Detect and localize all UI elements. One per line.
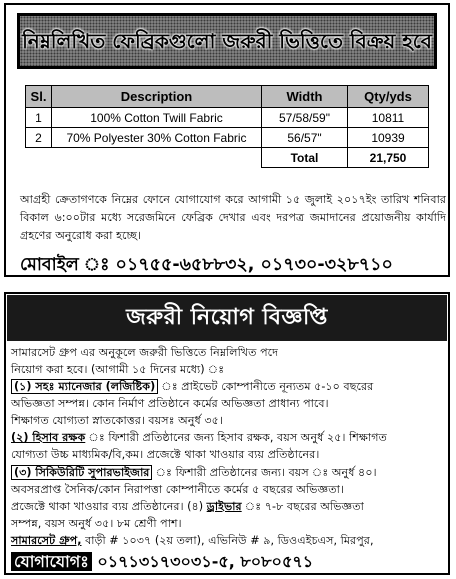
contact-numbers: ০১৭১৩১৭৩০৩১-৫, ৮০৮০৫৭১ bbox=[91, 552, 314, 571]
col-sl: Sl. bbox=[26, 86, 52, 108]
col-width: Width bbox=[262, 86, 348, 108]
row-width: 57/58/59" bbox=[262, 108, 348, 128]
job-vacancy-banner bbox=[7, 295, 447, 341]
post-3-line-2: অবসরপ্রাপ্ত সৈনিক/কোন নিরাপত্তা কোম্পানীতে কর্মের ৫ বছরের অভিজ্ঞতা। bbox=[11, 483, 344, 496]
post-2-line-1: (২) হিসাব রক্ষক ঃ ফিশারী প্রতিষ্ঠানের জন্য হিসাব রক্ষক, বয়স অনুর্ধ ২৫। শিক্ষাগত bbox=[11, 431, 387, 444]
post-3-title: (৩) সিকিউরিটি সুপারভাইজার bbox=[11, 465, 152, 480]
post-2-title: (২) হিসাব রক্ষক bbox=[11, 431, 86, 444]
fabric-sale-phone: মোবাইল ঃ ০১৭৫৫-৬৫৮৮৩২, ০১৭৩০-৩২৮৭১০ bbox=[20, 255, 393, 275]
fabric-sale-banner bbox=[17, 13, 437, 69]
table-row bbox=[26, 108, 429, 128]
row-qty: 10939 bbox=[348, 128, 429, 148]
row-description: 100% Cotton Twill Fabric bbox=[52, 108, 262, 128]
table-header-row bbox=[26, 86, 429, 108]
intro-line-2: নিয়োগ করা হবে। (আগামী ১৫ দিনের মধ্যে) ঃ bbox=[11, 363, 225, 376]
row-sl: 2 bbox=[26, 128, 52, 148]
post-1-title: (১) সহঃ ম্যানেজার (লজিষ্টিক) bbox=[11, 379, 158, 394]
total-value: 21,750 bbox=[348, 148, 429, 168]
post-3-line-1: (৩) সিকিউরিটি সুপারভাইজার ঃ ফিশারী প্রতিষ্ঠানের জন্য। বয়স ঃ অনুর্ধ ৪০। bbox=[11, 464, 377, 481]
fabric-sale-ad bbox=[4, 3, 450, 277]
fabric-table bbox=[25, 85, 429, 168]
post-2-line-2: যোগ্যতা উচ্চ মাধ্যমিক/বি,কম। প্রজেক্টে থাকা খাওয়ার ব্যয় প্রতিষ্ঠানের। bbox=[11, 448, 320, 461]
contact-label: যোগাযোগঃ bbox=[11, 552, 92, 571]
post-3-line-3: প্রজেক্টে থাকা খাওয়ার ব্যয় প্রতিষ্ঠানের। (৪) ড্রাইভার ঃ ৭-৮ বছরের অভিজ্ঞতা bbox=[11, 500, 364, 513]
post-1-line-3: শিক্ষাগত যোগ্যতা স্নাতকোত্তর। বয়সঃ অনুর্ধ ৩৫। bbox=[11, 414, 223, 427]
contact-line bbox=[11, 552, 313, 572]
fabric-sale-instructions: আগ্রহী ক্রেতাগণকে নিম্নের ফোনে যোগাযোগ করে আগামী ১৫ জুলাই ২০১৭ইং তারিখ শনিবার বিকাল ৬:০০টার মধ্যে সরেজমিনে ফেব্রিক দেখার এবং দরপত্র জমাদানের প্রয়োজনীয় কার্যাদি গ্রহণের অনুরোধ করা হচ্ছে। bbox=[20, 193, 446, 242]
table-row bbox=[26, 128, 429, 148]
post-1-line-1: (১) সহঃ ম্যানেজার (লজিষ্টিক) ঃ প্রাইভেট কোম্পানীতে নূন্যতম ৫-১০ বছরের bbox=[11, 378, 373, 395]
post-4-title: ড্রাইভার bbox=[206, 500, 242, 513]
total-label: Total bbox=[262, 148, 348, 168]
intro-line-1: সামারসেট গ্রুপ এর অনুকূলে জরুরী ভিত্তিতে নিম্নলিখিত পদে bbox=[11, 346, 279, 359]
post-4-line-2: সম্পন্ন, বয়স অনুর্ধ ৩৫। ৮ম শ্রেণী পাশ। bbox=[11, 517, 182, 530]
total-row bbox=[26, 148, 429, 168]
post-1-line-2: অভিজ্ঞতা সম্পন্ন। কোন নির্মাণ প্রতিষ্ঠানে কর্মের অভিজ্ঞতা প্রাধান্য পাবে। bbox=[11, 397, 329, 410]
job-vacancy-ad bbox=[4, 292, 450, 575]
company-name: সামারসেট গ্রুপ, bbox=[11, 534, 82, 547]
col-qty: Qty/yds bbox=[348, 86, 429, 108]
row-qty: 10811 bbox=[348, 108, 429, 128]
row-description: 70% Polyester 30% Cotton Fabric bbox=[52, 128, 262, 148]
col-description: Description bbox=[52, 86, 262, 108]
row-width: 56/57" bbox=[262, 128, 348, 148]
address-line: সামারসেট গ্রুপ, বাড়ী # ১০৩৭ (২য় তলা), এভিনিউ # ৯, ডিওএইচএস, মিরপুর, bbox=[11, 534, 374, 547]
fabric-sale-headline: নিম্নলিখিত ফেব্রিকগুলো জরুরী ভিত্তিতে বিক্রয় হবে bbox=[22, 29, 432, 53]
row-sl: 1 bbox=[26, 108, 52, 128]
job-vacancy-headline: জরুরী নিয়োগ বিজ্ঞপ্তি bbox=[126, 304, 328, 330]
